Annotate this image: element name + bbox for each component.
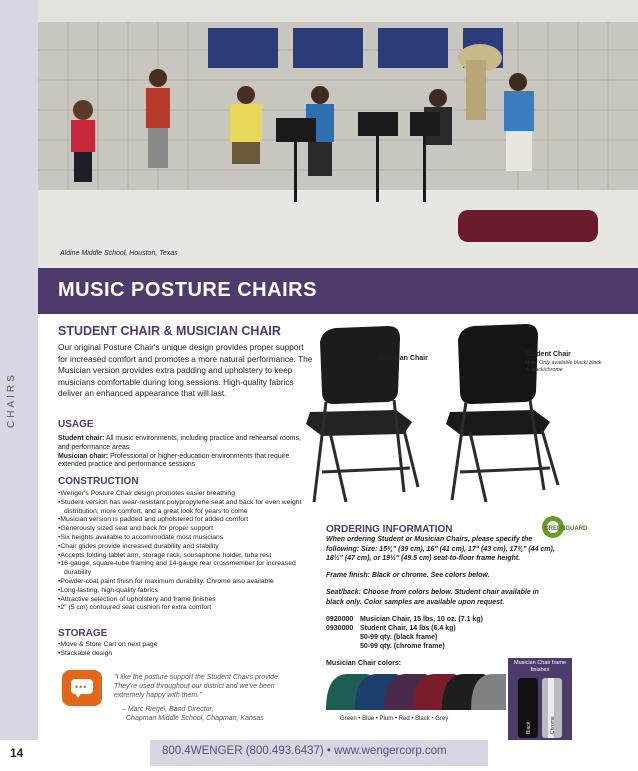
testimonial-attribution bbox=[122, 705, 312, 723]
order-item-row bbox=[326, 616, 483, 623]
attribution-line: – Marc Riegel, Band Director, bbox=[122, 706, 214, 713]
construction-heading: CONSTRUCTION bbox=[58, 476, 139, 487]
frame-black-label: Black bbox=[526, 721, 532, 734]
list-item: • 16-gauge, square-tube framing and 14-gauge rear crossmember for increased durability bbox=[58, 560, 320, 578]
colors-caption: Green • Blue • Plum • Red • Black • Grey bbox=[340, 716, 449, 722]
list-item: • Generously sized seat and back for proper support bbox=[58, 525, 320, 534]
list-item: • Powder-coat paint finish for maximum durability. Chrome also available bbox=[58, 578, 320, 587]
list-item: • Long-lasting, high-quality fabrics bbox=[58, 587, 320, 596]
ordering-intro: When ordering Student or Musician Chairs, please specify the following: Size: 15¾" (39 cm), 16" (41 cm), 17" (43 cm), 17¾" (44 cm), 18½" (47 cm), or 19½" (49.5 cm) seat-to-floor frame height. bbox=[326, 536, 555, 562]
usage-musician-text: Professional or higher-education environments that require extended practice and performance sessions bbox=[58, 452, 290, 469]
list-item: • Six heights available to accommodate most musicians bbox=[58, 534, 320, 543]
list-item: • Musician version is padded and upholstered for added comfort bbox=[58, 516, 320, 525]
photo-caption: Aldine Middle School, Houston, Texas bbox=[60, 250, 178, 257]
frame-finishes-title: Musician Chair frame finishes bbox=[514, 660, 566, 673]
list-item: • Student version has wear-resistant polypropylene seat and back for even weight distribution, more comfort, and a great look for years to come bbox=[58, 499, 320, 517]
colors-label: Musician Chair colors: bbox=[326, 660, 402, 667]
list-item: • 2" (5 cm) contoured seat cushion for extra comfort bbox=[58, 604, 320, 613]
title-banner bbox=[38, 268, 638, 314]
band-photo-illustration bbox=[38, 0, 638, 268]
list-item: • Attractive selection of upholstery and frame finishes bbox=[58, 596, 320, 605]
student-chair-label: Student Chair bbox=[525, 351, 571, 358]
attribution-line: Chapman Middle School, Chapman, Kansas bbox=[126, 715, 264, 722]
frame-finish-samples bbox=[514, 676, 566, 740]
usage-musician-label: Musician chair: bbox=[58, 452, 109, 460]
item-desc: 50-99 qty. (black frame) bbox=[360, 634, 438, 641]
frame-chrome-label: Chrome bbox=[550, 716, 556, 734]
band-photo bbox=[38, 0, 638, 268]
list-item: • Stackable design bbox=[58, 650, 320, 659]
list-item: • Accepts folding tablet arm, storage rack, sousaphone holder, tuba rest bbox=[58, 552, 320, 561]
usage-heading: USAGE bbox=[58, 419, 94, 430]
item-desc: 50-99 qty. (chrome frame) bbox=[360, 643, 445, 650]
section-title: STUDENT CHAIR & MUSICIAN CHAIR bbox=[58, 324, 281, 338]
item-desc: Student Chair, 14 lbs (6.4 kg) bbox=[360, 625, 456, 632]
intro-paragraph: Our original Posture Chair's unique design provides proper support for increased comfort and promotes a more natural performance. The Musician version provides extra padding and upholstery to keep musicians comfortable during long sessions. High-quality fabrics deliver an enhanced appearance that will last. bbox=[58, 342, 313, 399]
construction-list bbox=[58, 490, 320, 613]
frame-finish-text: Frame finish: Black or chrome. See colors below. bbox=[326, 572, 490, 579]
badge-text: GREENGUARD bbox=[544, 526, 588, 532]
musician-chair-label: Musician Chair bbox=[378, 355, 428, 362]
usage-student-label: Student chair: bbox=[58, 435, 105, 442]
speech-bubble-icon: ••• bbox=[62, 670, 102, 706]
order-item-row bbox=[326, 625, 456, 632]
seat-back-text: Seat/back: Choose from colors below. Student chair available in black only. Color samples are available upon request. bbox=[326, 589, 539, 606]
item-code: 0930000 bbox=[326, 625, 354, 632]
order-item-row bbox=[326, 634, 437, 641]
item-code: 0920000 bbox=[326, 616, 354, 623]
student-chair-note: Note: Only available black/ black or black/chrome bbox=[525, 360, 602, 373]
color-swatches bbox=[322, 670, 506, 714]
footer-contact[interactable]: 800.4WENGER (800.493.6437) • www.wengercorp.com bbox=[162, 745, 447, 757]
list-item: • Move & Store Cart on next page bbox=[58, 641, 320, 650]
list-item: • Wenger's Posture Chair design promotes easier breathing bbox=[58, 490, 320, 499]
section-side-label: CHAIRS bbox=[6, 372, 17, 428]
page-title: MUSIC POSTURE CHAIRS bbox=[58, 279, 317, 301]
page-number: 14 bbox=[10, 746, 24, 760]
storage-list bbox=[58, 641, 320, 659]
musician-chair-image bbox=[306, 326, 418, 502]
testimonial-quote: "I like the posture support the Student Chairs provide. They're used throughout our district and we've been extremely happy with them." bbox=[114, 674, 280, 699]
list-item: • Chair glides provide increased durability and stability bbox=[58, 543, 320, 552]
usage-text bbox=[58, 435, 313, 470]
storage-heading: STORAGE bbox=[58, 628, 108, 639]
order-item-row bbox=[326, 643, 445, 650]
item-desc: Musician Chair, 15 lbs, 10 oz. (7.1 kg) bbox=[360, 616, 483, 623]
usage-student-text: All music environments, including practice and rehearsal rooms, and performance areas bbox=[58, 435, 301, 451]
ordering-heading: ORDERING INFORMATION bbox=[326, 524, 453, 535]
